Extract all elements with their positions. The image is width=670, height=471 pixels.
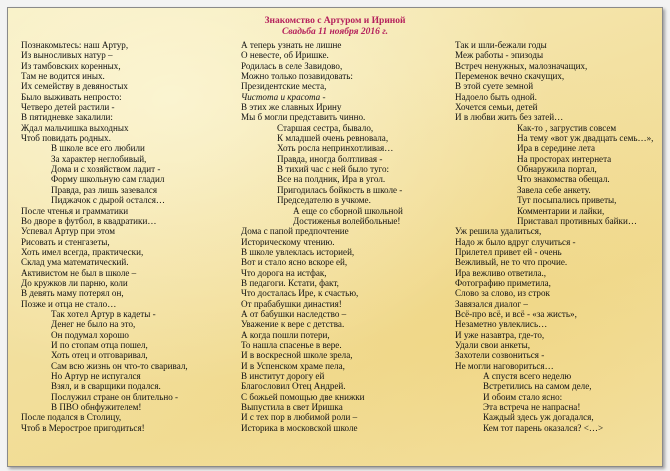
poem-line: Кем тот парень оказался? <…> <box>483 422 604 433</box>
poem-line: Тут посыпались приветы, <box>517 195 617 206</box>
poem-line: Чистота и красота - <box>241 91 326 102</box>
poem-line: Каждый здесь уж догадался, <box>483 412 594 423</box>
poem-line: Родилась в селе Завидово, <box>241 60 343 71</box>
poem-line: Благословил Отец Андрей. <box>241 381 346 392</box>
poem-line: Дома с папой предпочтение <box>241 226 349 237</box>
poem-line: Меж работы - эпизоды <box>455 50 544 61</box>
poem-line: Активистом не был в школе – <box>21 267 137 278</box>
poem-line: Что дорога на истфак, <box>241 267 327 278</box>
poem-line: Так хотел Артур в кадеты - <box>51 308 156 319</box>
poem-line: Хоть имел всегда, практически, <box>21 246 144 257</box>
poem-line: Склад ума математический. <box>21 257 129 268</box>
poem-line: Форму школьную сам гладил <box>51 174 165 185</box>
document-title: Знакомство с Артуром и Ириной <box>264 16 406 26</box>
poem-line: Дома и с хозяйством ладит - <box>51 164 161 175</box>
poem-line: Но Артур не испугался <box>51 371 141 381</box>
poem-line: Председателю в учкоме. <box>277 195 371 206</box>
document-subtitle: Свадьба 11 ноября 2016 г. <box>281 27 389 37</box>
poem-line: Хоть росла непринхотливая… <box>277 143 394 154</box>
poem-line: Сам всю жизнь он что-то сваривал, <box>51 360 188 371</box>
poem-line: Пиджачок с дырой остался… <box>51 195 165 206</box>
poem-line: Эта встреча не напрасна! <box>483 402 581 413</box>
poem-line: Во дворе в футбол, в квадратики… <box>21 215 157 226</box>
poem-line: Слово за слово, из строк <box>455 288 550 299</box>
poem-line: Из выносливых натур – <box>21 50 113 61</box>
poem-line: Удали свои анкеты, <box>455 339 531 350</box>
poem-line: Завязался диалог – <box>455 298 528 309</box>
poem-line: Ира вежливо ответила., <box>455 267 547 278</box>
poem-line: Там не водится иных. <box>21 71 105 82</box>
poem-line: Он подумал хорошо <box>51 329 129 340</box>
poem-line: Надо ж было вдруг случиться - <box>455 236 576 247</box>
poem-line: И в Успенском храме пела, <box>241 360 345 371</box>
poem-line: О невесте, об Иришке. <box>241 50 329 61</box>
document-page <box>7 7 663 467</box>
poem-line: А от бабушки наследство – <box>241 308 347 319</box>
poem-line: Все на полдник, Ира в угол. <box>277 174 386 185</box>
poem-line: И в любви жить без затей… <box>455 112 564 123</box>
poem-line: Достиженья волейбольные! <box>293 215 401 226</box>
poem-line: Правда, иногда болтливая - <box>277 153 383 164</box>
poem-line: Не могли наговориться… <box>455 360 554 371</box>
poem-line: От прабабушки династия! <box>241 298 342 309</box>
poem-line: Историческому чтению. <box>241 236 335 247</box>
poem-line: В педагоги. Кстати, факт, <box>241 277 339 288</box>
poem-line: Хочется семьи, детей <box>455 102 538 113</box>
poem-line: Надоело быть одной. <box>455 91 537 102</box>
poem-line: В тихий час с ней было туго: <box>277 164 390 175</box>
poem-line: Денег не было на это, <box>51 319 136 330</box>
poem-line: И уже назавтра, где-то, <box>455 329 545 340</box>
poem-line: Фотографию приметила, <box>455 277 551 288</box>
poem-line: Позже и отца не стало… <box>21 298 117 309</box>
poem-line: До кружков ли парню, коли <box>21 277 128 288</box>
poem-line: Всё-про всё, и всё - «за жисть», <box>455 308 577 319</box>
poem-line: Переменок вечно скачущих, <box>455 71 565 82</box>
poem-line: Приставал противных байки… <box>517 215 637 226</box>
poem-line: Уж решила удалиться, <box>455 226 542 237</box>
poem-line: На тему «вот уж двадцать семь…», <box>517 133 654 144</box>
poem-line: Чтоб повидать родных. <box>21 133 111 144</box>
poem-line: Ира в середине лета <box>517 143 596 154</box>
poem-line: Рисовать и стенгазеты, <box>21 236 110 247</box>
poem-line: И в воскресной школе зрела, <box>241 350 353 361</box>
poem-line: Было выживать непросто: <box>21 91 122 102</box>
poem-line: После подался в Столицу, <box>21 412 122 423</box>
poem-line: Вежливый, не то что прочие. <box>455 257 568 268</box>
poem-line: Успевал Артур при этом <box>21 226 116 237</box>
poem-line: Как-то , загрустив совсем <box>517 122 617 133</box>
poem-line: Комментарии и лайки, <box>517 205 605 216</box>
poem-line: Послужил стране он блительно - <box>51 391 179 402</box>
poem-line: И с тех пор в любимой роли – <box>241 412 358 423</box>
poem-line: Встреч ненужных, малозначащих, <box>455 60 588 71</box>
poem-line: Их семейству в девяностых <box>21 81 128 92</box>
poem-line: В девять маму потерял он, <box>21 288 124 299</box>
poem-line: После чтенья и грамматики <box>21 205 129 216</box>
poem-line: Четверо детей растили - <box>21 102 115 113</box>
poem-line: Познакомьтесь: наш Артур, <box>21 40 129 50</box>
poem-line: Президентские места, <box>241 81 327 92</box>
poem-column-1 <box>21 40 231 433</box>
poem-line: Что знакомства обещал. <box>517 174 610 185</box>
poem-line: Старшая сестра, бывало, <box>277 122 374 133</box>
poem-line: Завела себе анкету. <box>517 184 591 195</box>
poem-line: В пятидневке закалили: <box>21 112 113 123</box>
poem-line: Вот и стало ясно вскоре ей, <box>241 257 348 268</box>
poem-line: И по стопам отца пошел, <box>51 339 148 350</box>
poem-line: В школе все его любили <box>51 143 145 154</box>
poem-line: Хоть отец и отговаривал, <box>51 350 148 361</box>
poem-line: А спустя всего неделю <box>483 371 572 381</box>
poem-line: В этой суете земной <box>455 81 534 92</box>
poem-line: А теперь узнать не лишне <box>241 40 342 50</box>
poem-line: На просторах интернета <box>517 153 612 164</box>
poem-line: Можно только позавидовать: <box>241 71 353 82</box>
poem-line: С божьей помощью две книжки <box>241 391 365 402</box>
poem-line: Из тамбовских коренных, <box>21 60 121 71</box>
poem-line: Захотели созвониться - <box>455 350 545 361</box>
poem-line: Уважение к вере с детства. <box>241 319 345 330</box>
poem-line: Чтоб в Мерострое пригодиться! <box>21 422 145 433</box>
poem-line: Ждал мальчишка выходных <box>21 122 129 133</box>
poem-line: За характер неглобивый, <box>51 153 147 164</box>
poem-column-2 <box>241 40 451 433</box>
poem-line: Взял, и в сварщики подался. <box>51 381 161 392</box>
poem-line: Выпустила в свет Иришка <box>241 402 343 413</box>
poem-line: А еще со сборной школьной <box>293 205 403 216</box>
poem-line: В институт дорогу ей <box>241 371 325 381</box>
poem-line: И обоим стало ясно: <box>483 391 563 402</box>
poem-column-3 <box>455 40 660 433</box>
poem-line: В ПВО обнфужителем! <box>51 402 142 413</box>
poem-line: Историка в московской школе <box>241 422 358 433</box>
poem-line: Незаметно увлеклись… <box>455 319 548 330</box>
poem-line: К младшей очень ревновала, <box>277 133 389 144</box>
poem-line: Обнаружила портал, <box>517 164 597 175</box>
poem-line: Правда, раз лишь зазевался <box>51 184 158 195</box>
poem-line: То нашла спасенье в вере. <box>241 339 342 350</box>
poem-line: В этих же славных Ирину <box>241 102 342 113</box>
poem-line: А когда пошли потери, <box>241 329 330 340</box>
poem-line: Прилетел привет ей - очень <box>455 246 562 257</box>
poem-line: Что досталась Ире, к счастью, <box>241 288 359 299</box>
poem-line: Мы б могли представить чинно. <box>241 112 366 123</box>
poem-line: В школе увлеклась историей, <box>241 246 355 257</box>
poem-line: Пригодилась бойкость в школе - <box>277 184 403 195</box>
poem-line: Встретились на самом деле, <box>483 381 592 392</box>
poem-line: Так и шли-бежали годы <box>455 40 547 50</box>
